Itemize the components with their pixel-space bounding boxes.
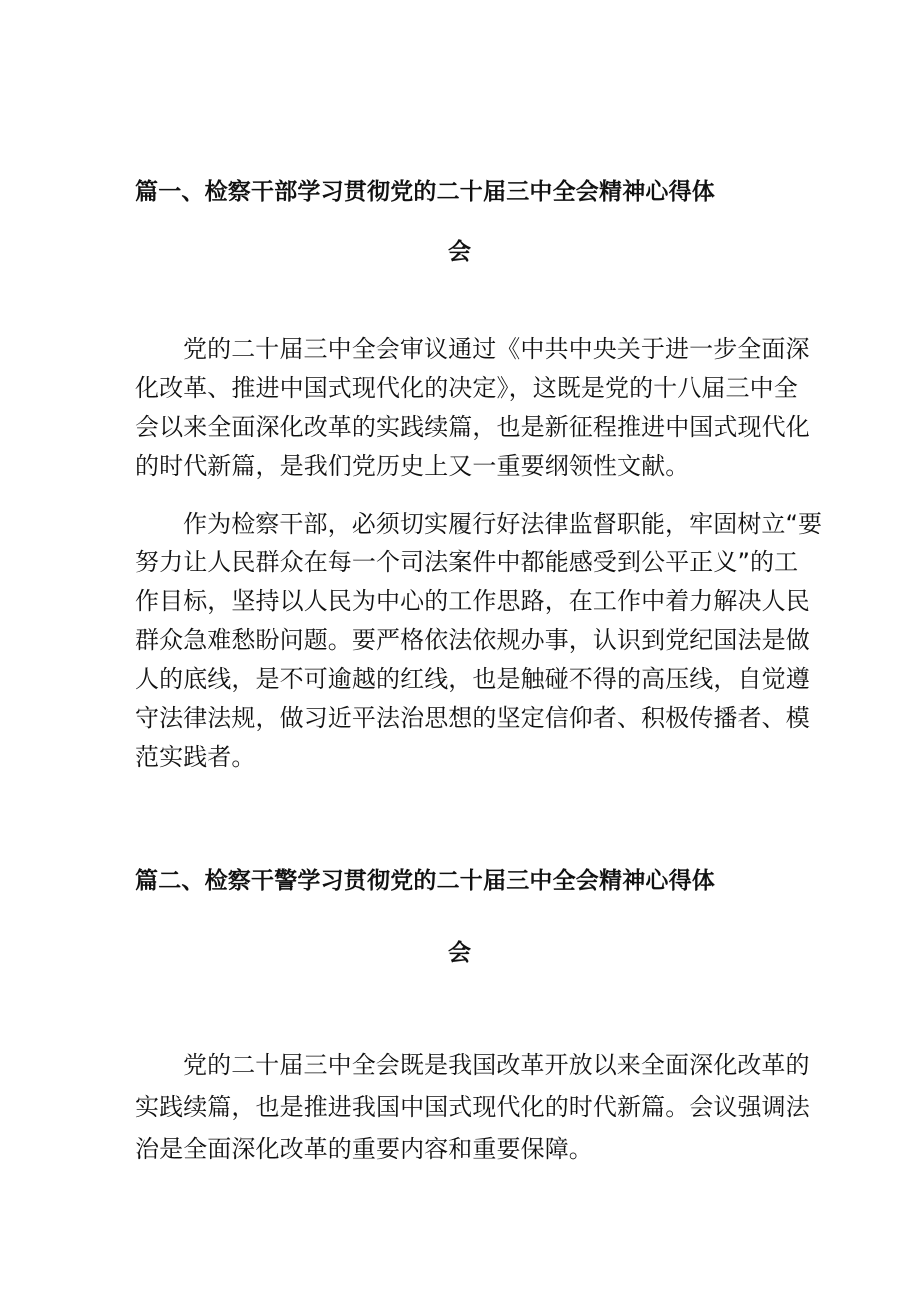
paragraph-line: 的时代新篇，是我们党历史上又一重要纲领性文献。 (135, 452, 690, 480)
section-2-title: 篇二、检察干警学习贯彻党的二十届三中全会精神心得体 (135, 868, 715, 894)
paragraph-line: 群众急难愁盼问题。要严格依法依规办事，认识到党纪国法是做 (135, 626, 810, 654)
paragraph-line: 努力让人民群众在每一个司法案件中都能感受到公平正义”的工 (135, 548, 799, 576)
paragraph-line: 实践续篇，也是推进我国中国式现代化的时代新篇。会议强调法 (135, 1093, 810, 1121)
paragraph-line: 守法律法规，做习近平法治思想的坚定信仰者、积极传播者、模 (135, 704, 810, 732)
paragraph-line: 作为检察干部，必须切实履行好法律监督职能，牢固树立“要 (183, 510, 823, 538)
section-2-title-continuation: 会 (448, 940, 471, 966)
paragraph-line: 党的二十届三中全会既是我国改革开放以来全面深化改革的 (183, 1051, 810, 1079)
paragraph-line: 党的二十届三中全会审议通过《中共中央关于进一步全面深 (183, 335, 810, 363)
paragraph-line: 化改革、推进中国式现代化的决定》，这既是党的十八届三中全 (135, 374, 798, 402)
paragraph-line: 范实践者。 (135, 743, 256, 771)
section-1-title-continuation: 会 (448, 239, 471, 265)
paragraph-line: 作目标，坚持以人民为中心的工作思路，在工作中着力解决人民 (135, 587, 810, 615)
paragraph-line: 人的底线，是不可逾越的红线，也是触碰不得的高压线，自觉遵 (135, 665, 810, 693)
paragraph-line: 会以来全面深化改革的实践续篇，也是新征程推进中国式现代化 (135, 413, 810, 441)
paragraph-line: 治是全面深化改革的重要内容和重要保障。 (135, 1135, 593, 1163)
section-1-title: 篇一、检察干部学习贯彻党的二十届三中全会精神心得体 (135, 179, 715, 205)
